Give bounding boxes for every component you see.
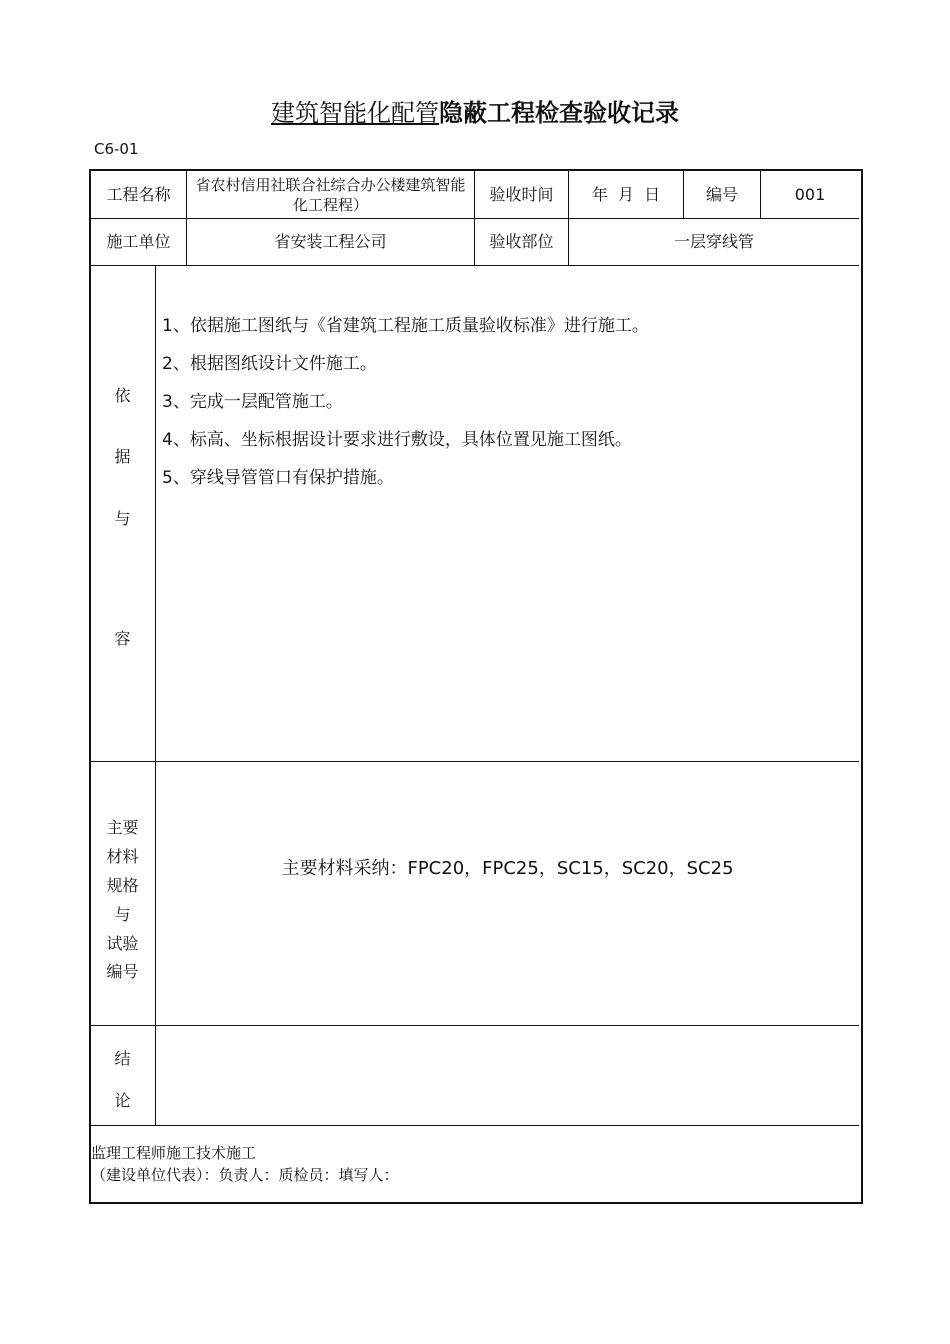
list-item: 2、根据图纸设计文件施工。 <box>162 354 377 374</box>
row-divider <box>91 761 859 762</box>
contractor-label: 施工单位 <box>106 232 171 251</box>
row-divider <box>91 1025 859 1026</box>
document-title <box>0 96 950 130</box>
signature-line-1: 监理工程师施工技术施工 <box>91 1144 257 1162</box>
number-label: 编号 <box>705 184 738 204</box>
col-divider <box>155 266 156 1125</box>
conclusion-label-char: 论 <box>114 1091 131 1110</box>
inspection-part-value: 一层穿线管 <box>673 232 754 251</box>
signature-line-2: （建设单位代表）：负责人：质检员：填写人： <box>91 1166 399 1184</box>
contractor-value: 省安装工程公司 <box>274 232 387 251</box>
materials-label-line: 编号 <box>106 962 139 981</box>
basis-label-char: 容 <box>114 629 131 648</box>
list-item: 1、依据施工图纸与《省建筑工程施工质量验收标准》进行施工。 <box>162 316 649 336</box>
conclusion-label-char: 结 <box>114 1049 131 1068</box>
materials-label-line: 试验 <box>106 934 139 953</box>
project-name-label: 工程名称 <box>106 184 171 204</box>
materials-label-line: 与 <box>114 905 131 924</box>
inspection-part-label: 验收部位 <box>489 232 554 251</box>
inspection-time-label: 验收时间 <box>489 184 554 204</box>
number-value: 001 <box>794 184 826 204</box>
materials-label-line: 材料 <box>106 847 139 866</box>
basis-list <box>162 312 649 502</box>
basis-label-char: 与 <box>114 509 131 528</box>
materials-label-line: 主要 <box>106 818 139 837</box>
basis-label-char: 依 <box>114 386 131 405</box>
basis-label-char: 据 <box>114 447 131 466</box>
row-divider <box>91 1125 859 1126</box>
inspection-time-value: 年 月 日 <box>591 184 661 204</box>
list-item: 5、穿线导管管口有保护措施。 <box>162 468 394 488</box>
form-code: C6-01 <box>94 140 139 158</box>
materials-value: 主要材料采纳：FPC20，FPC25，SC15，SC20，SC25 <box>281 858 734 879</box>
row-divider <box>91 265 859 266</box>
title-underlined: 建筑智能化配管 <box>271 99 439 127</box>
project-name-value: 省农村信用社联合社综合办公楼建筑智能化工程程） <box>195 175 466 214</box>
title-bold: 隐蔽工程检查验收记录 <box>439 99 679 127</box>
list-item: 4、标高、坐标根据设计要求进行敷设，具体位置见施工图纸。 <box>162 430 632 450</box>
list-item: 3、完成一层配管施工。 <box>162 392 343 412</box>
materials-label-line: 规格 <box>106 876 139 895</box>
